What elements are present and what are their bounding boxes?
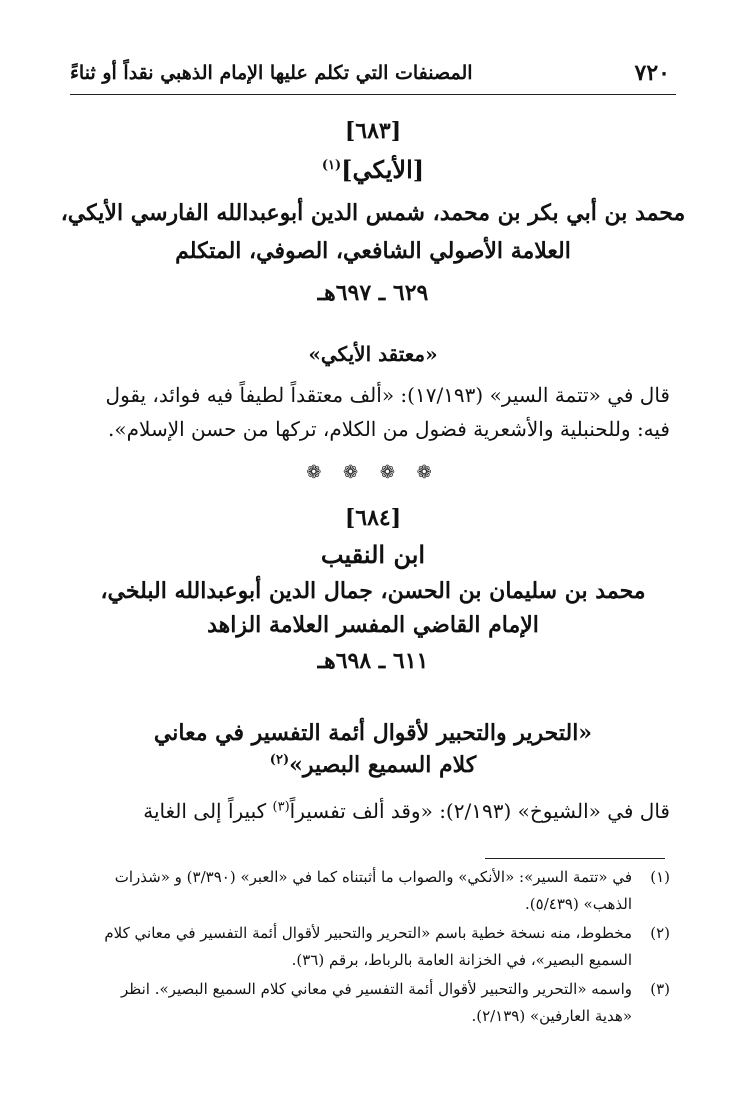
- footnote-3: [70, 976, 670, 1030]
- text-line: [70, 794, 670, 828]
- footnote-body: [70, 864, 632, 918]
- text-line: قال في «تتمة السير» (١٧/١٩٣): «ألف معتقداً لطيفاً فيه فوائد، يقول: [105, 383, 670, 407]
- running-header: [70, 58, 670, 88]
- footnote-body: [70, 920, 632, 974]
- footnote-rule: [485, 858, 665, 859]
- entry-nisba: [60, 155, 686, 184]
- text-part: قال في «الشيوخ» (٢/١٩٣): «وقد ألف تفسيراً: [289, 799, 670, 823]
- footnote-mark: (٢): [650, 924, 670, 942]
- footnote-mark: (١): [650, 868, 670, 886]
- footnote-ref-3[interactable]: (٣): [272, 799, 290, 815]
- page-number: ٧٢٠: [634, 60, 670, 86]
- footnote-mark: (٣): [650, 980, 670, 998]
- nisba-text: [الأيكي]: [341, 155, 425, 184]
- footnote-line: الذهب» (٥/٤٣٩).: [525, 895, 632, 913]
- footnote-body: [70, 976, 632, 1030]
- footnote-line: السميع البصير»، في الخزانة العامة بالرباط، برقم (٣٦).: [291, 951, 632, 969]
- entry-dates: ٦١١ ـ ٦٩٨هـ: [317, 648, 429, 674]
- running-title: المصنفات التي تكلم عليها الإمام الذهبي نقداً أو ثناءً: [70, 62, 473, 84]
- entry-number-684: [٦٨٤]: [344, 505, 402, 531]
- entry-titles: الإمام القاضي المفسر العلامة الزاهد: [207, 612, 539, 638]
- entry-dates: ٦٢٩ ـ ٦٩٧هـ: [317, 280, 429, 306]
- entry-titles: العلامة الأصولي الشافعي، الصوفي، المتكلم: [175, 238, 571, 264]
- footnote-line: واسمه «التحرير والتحبير لأقوال أئمة التفسير في معاني كلام السميع البصير». انظر: [121, 980, 632, 998]
- footnote-ref-1[interactable]: (١): [321, 158, 342, 173]
- header-rule: [70, 94, 676, 95]
- footnote-line: «هدية العارفين» (٢/١٣٩).: [471, 1007, 632, 1025]
- entry-text: [70, 378, 670, 446]
- footnote-line: مخطوط، منه نسخة خطية باسم «التحرير والتحبير لأقوال أئمة التفسير في معاني كلام: [104, 924, 632, 942]
- entry-nisba: ابن النقيب: [320, 540, 426, 569]
- entry-text: [70, 794, 670, 828]
- footnote-2: [70, 920, 670, 974]
- entry-full-name: محمد بن سليمان بن الحسن، جمال الدين أبوعبدالله البلخي،: [100, 578, 646, 604]
- work-title-line: «التحرير والتحبير لأقوال أئمة التفسير في معاني: [153, 720, 593, 746]
- work-title-text: كلام السميع البصير»: [289, 752, 477, 778]
- text-line: فيه: وللحنبلية والأشعرية فضول من الكلام، تركها من حسن الإسلام».: [108, 417, 670, 441]
- footnote-line: في «تتمة السير»: «الأنكي» والصواب ما أثبتناه كما في «العبر» (٣/٣٩٠) و «شذرات: [114, 868, 632, 886]
- work-title-line: [60, 752, 686, 778]
- work-title: «معتقد الأيكي»: [308, 342, 438, 366]
- footnote-1: [70, 864, 670, 918]
- entry-number-683: [٦٨٣]: [344, 118, 402, 144]
- entry-full-name: محمد بن أبي بكر بن محمد، شمس الدين أبوعبدالله الفارسي الأيكي،: [60, 200, 686, 226]
- section-separator: ❁ ❁ ❁ ❁: [306, 462, 440, 483]
- text-part: كبيراً إلى الغاية: [143, 799, 273, 823]
- footnote-ref-2[interactable]: (٢): [269, 752, 290, 768]
